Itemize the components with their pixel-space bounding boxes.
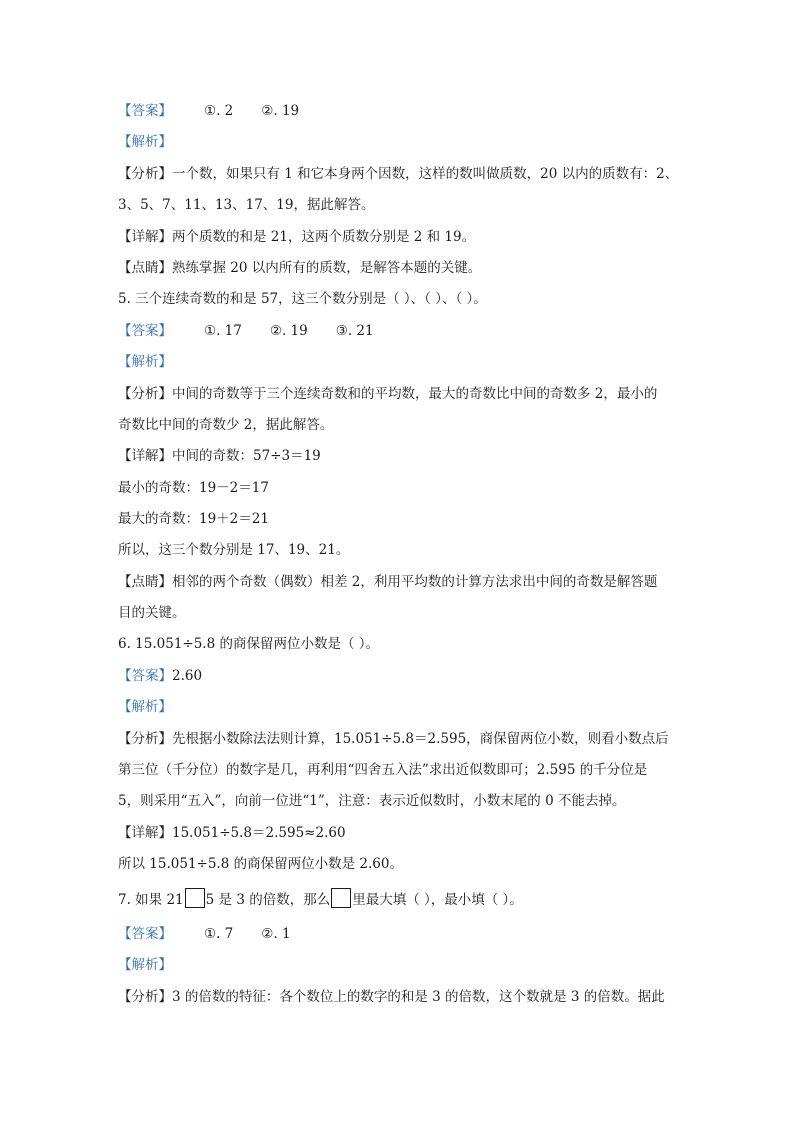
answer-line [118, 321, 374, 341]
text-line [118, 446, 321, 466]
text-line [118, 227, 475, 247]
question-text: 5. 三个连续奇数的和是 57，这三个数分别是（ ）、（ ）、（ ）。 [118, 291, 487, 307]
question-line [118, 289, 487, 309]
line-text: 一个数，如果只有 1 和它本身两个因数，这样的数叫做质数，20 以内的质数有：2、 [172, 166, 679, 182]
section-mark: 【分析】 [118, 731, 172, 747]
answer-item: ①. 7 [204, 926, 234, 942]
section-mark: 【详解】 [118, 229, 172, 245]
line-text: 3 的倍数的特征：各个数位上的数字的和是 3 的倍数，这个数就是 3 的倍数。据此 [172, 989, 665, 1005]
text-line [118, 540, 349, 560]
line-text: 先根据小数除法法则计算，15.051÷5.8＝2.595，商保留两位小数，则看小数点后 [172, 731, 669, 747]
answer-item: 2.60 [172, 668, 203, 684]
analysis-heading [118, 697, 172, 717]
answer-item: ②. 19 [269, 323, 308, 339]
question-line [118, 634, 379, 654]
answer-tag: 【答案】 [118, 926, 172, 942]
text-line [118, 509, 269, 529]
text-line [118, 164, 678, 184]
section-mark: 【点睛】 [118, 574, 172, 590]
answer-tag: 【答案】 [118, 323, 172, 339]
text-line [118, 384, 657, 404]
text-line [118, 258, 481, 278]
line-text: 最大的奇数：19＋2＝21 [118, 511, 269, 527]
analysis-heading [118, 132, 172, 152]
answer-tag: 【答案】 [118, 103, 172, 119]
line-text: 相邻的两个奇数（偶数）相差 2，利用平均数的计算方法求出中间的奇数是解答题 [172, 574, 658, 590]
line-text: 两个质数的和是 21，这两个质数分别是 2 和 19。 [172, 229, 476, 245]
line-text: 所以 15.051÷5.8 的商保留两位小数是 2.60。 [118, 856, 403, 872]
line-text: 熟练掌握 20 以内所有的质数，是解答本题的关键。 [172, 260, 482, 276]
question-text: 里最大填（ ），最小填（ ）。 [352, 892, 523, 908]
question-text: 7. 如果 21 [118, 892, 184, 908]
answer-line [118, 101, 299, 121]
blank-box [185, 888, 205, 908]
answer-item: ②. 1 [261, 926, 291, 942]
line-text: 中间的奇数等于三个连续奇数和的平均数，最大的奇数比中间的奇数多 2，最小的 [172, 386, 658, 402]
line-text: 目的关键。 [118, 605, 186, 621]
answer-item: ①. 17 [204, 323, 242, 339]
answer-item: ③. 21 [335, 323, 374, 339]
section-mark: 【分析】 [118, 989, 172, 1005]
line-text: 最小的奇数：19－2＝17 [118, 480, 269, 496]
text-line [118, 760, 647, 780]
line-text: 3、5、7、11、13、17、19，据此解答。 [118, 197, 375, 213]
text-line [118, 195, 374, 215]
line-text: 奇数比中间的奇数少 2，据此解答。 [118, 417, 334, 433]
analysis-heading [118, 955, 172, 975]
text-line [118, 854, 403, 874]
text-line [118, 729, 669, 749]
answer-item: ①. 2 [204, 103, 234, 119]
text-line [118, 603, 186, 623]
text-line [118, 478, 269, 498]
question-text: 6. 15.051÷5.8 的商保留两位小数是（ ）。 [118, 636, 380, 652]
question-line [118, 888, 523, 910]
analysis-tag: 【解析】 [118, 134, 172, 150]
analysis-heading [118, 352, 172, 372]
answer-tag: 【答案】 [118, 668, 172, 684]
answer-line [118, 666, 202, 686]
analysis-tag: 【解析】 [118, 354, 172, 370]
question-text: 5 是 3 的倍数，那么 [205, 892, 331, 908]
section-mark: 【点睛】 [118, 260, 172, 276]
text-line [118, 791, 625, 811]
answer-line [118, 924, 291, 944]
line-text: 第三位（千分位）的数字是几，再利用“四舍五入法”求出近似数即可；2.595 的千分位是 [118, 762, 648, 778]
analysis-tag: 【解析】 [118, 957, 172, 973]
line-text: 15.051÷5.8＝2.595≈2.60 [172, 825, 346, 841]
text-line [118, 823, 346, 843]
text-line [118, 572, 657, 592]
line-text: 5，则采用“五入”，向前一位进“1”，注意：表示近似数时，小数末尾的 0 不能去掉。 [118, 793, 626, 809]
line-text: 所以，这三个数分别是 17、19、21。 [118, 542, 350, 558]
analysis-tag: 【解析】 [118, 699, 172, 715]
section-mark: 【分析】 [118, 166, 172, 182]
answer-item: ②. 19 [261, 103, 300, 119]
section-mark: 【详解】 [118, 825, 172, 841]
text-line [118, 415, 333, 435]
section-mark: 【详解】 [118, 448, 172, 464]
blank-box [331, 888, 351, 908]
section-mark: 【分析】 [118, 386, 172, 402]
text-line [118, 987, 665, 1007]
line-text: 中间的奇数：57÷3＝19 [172, 448, 321, 464]
